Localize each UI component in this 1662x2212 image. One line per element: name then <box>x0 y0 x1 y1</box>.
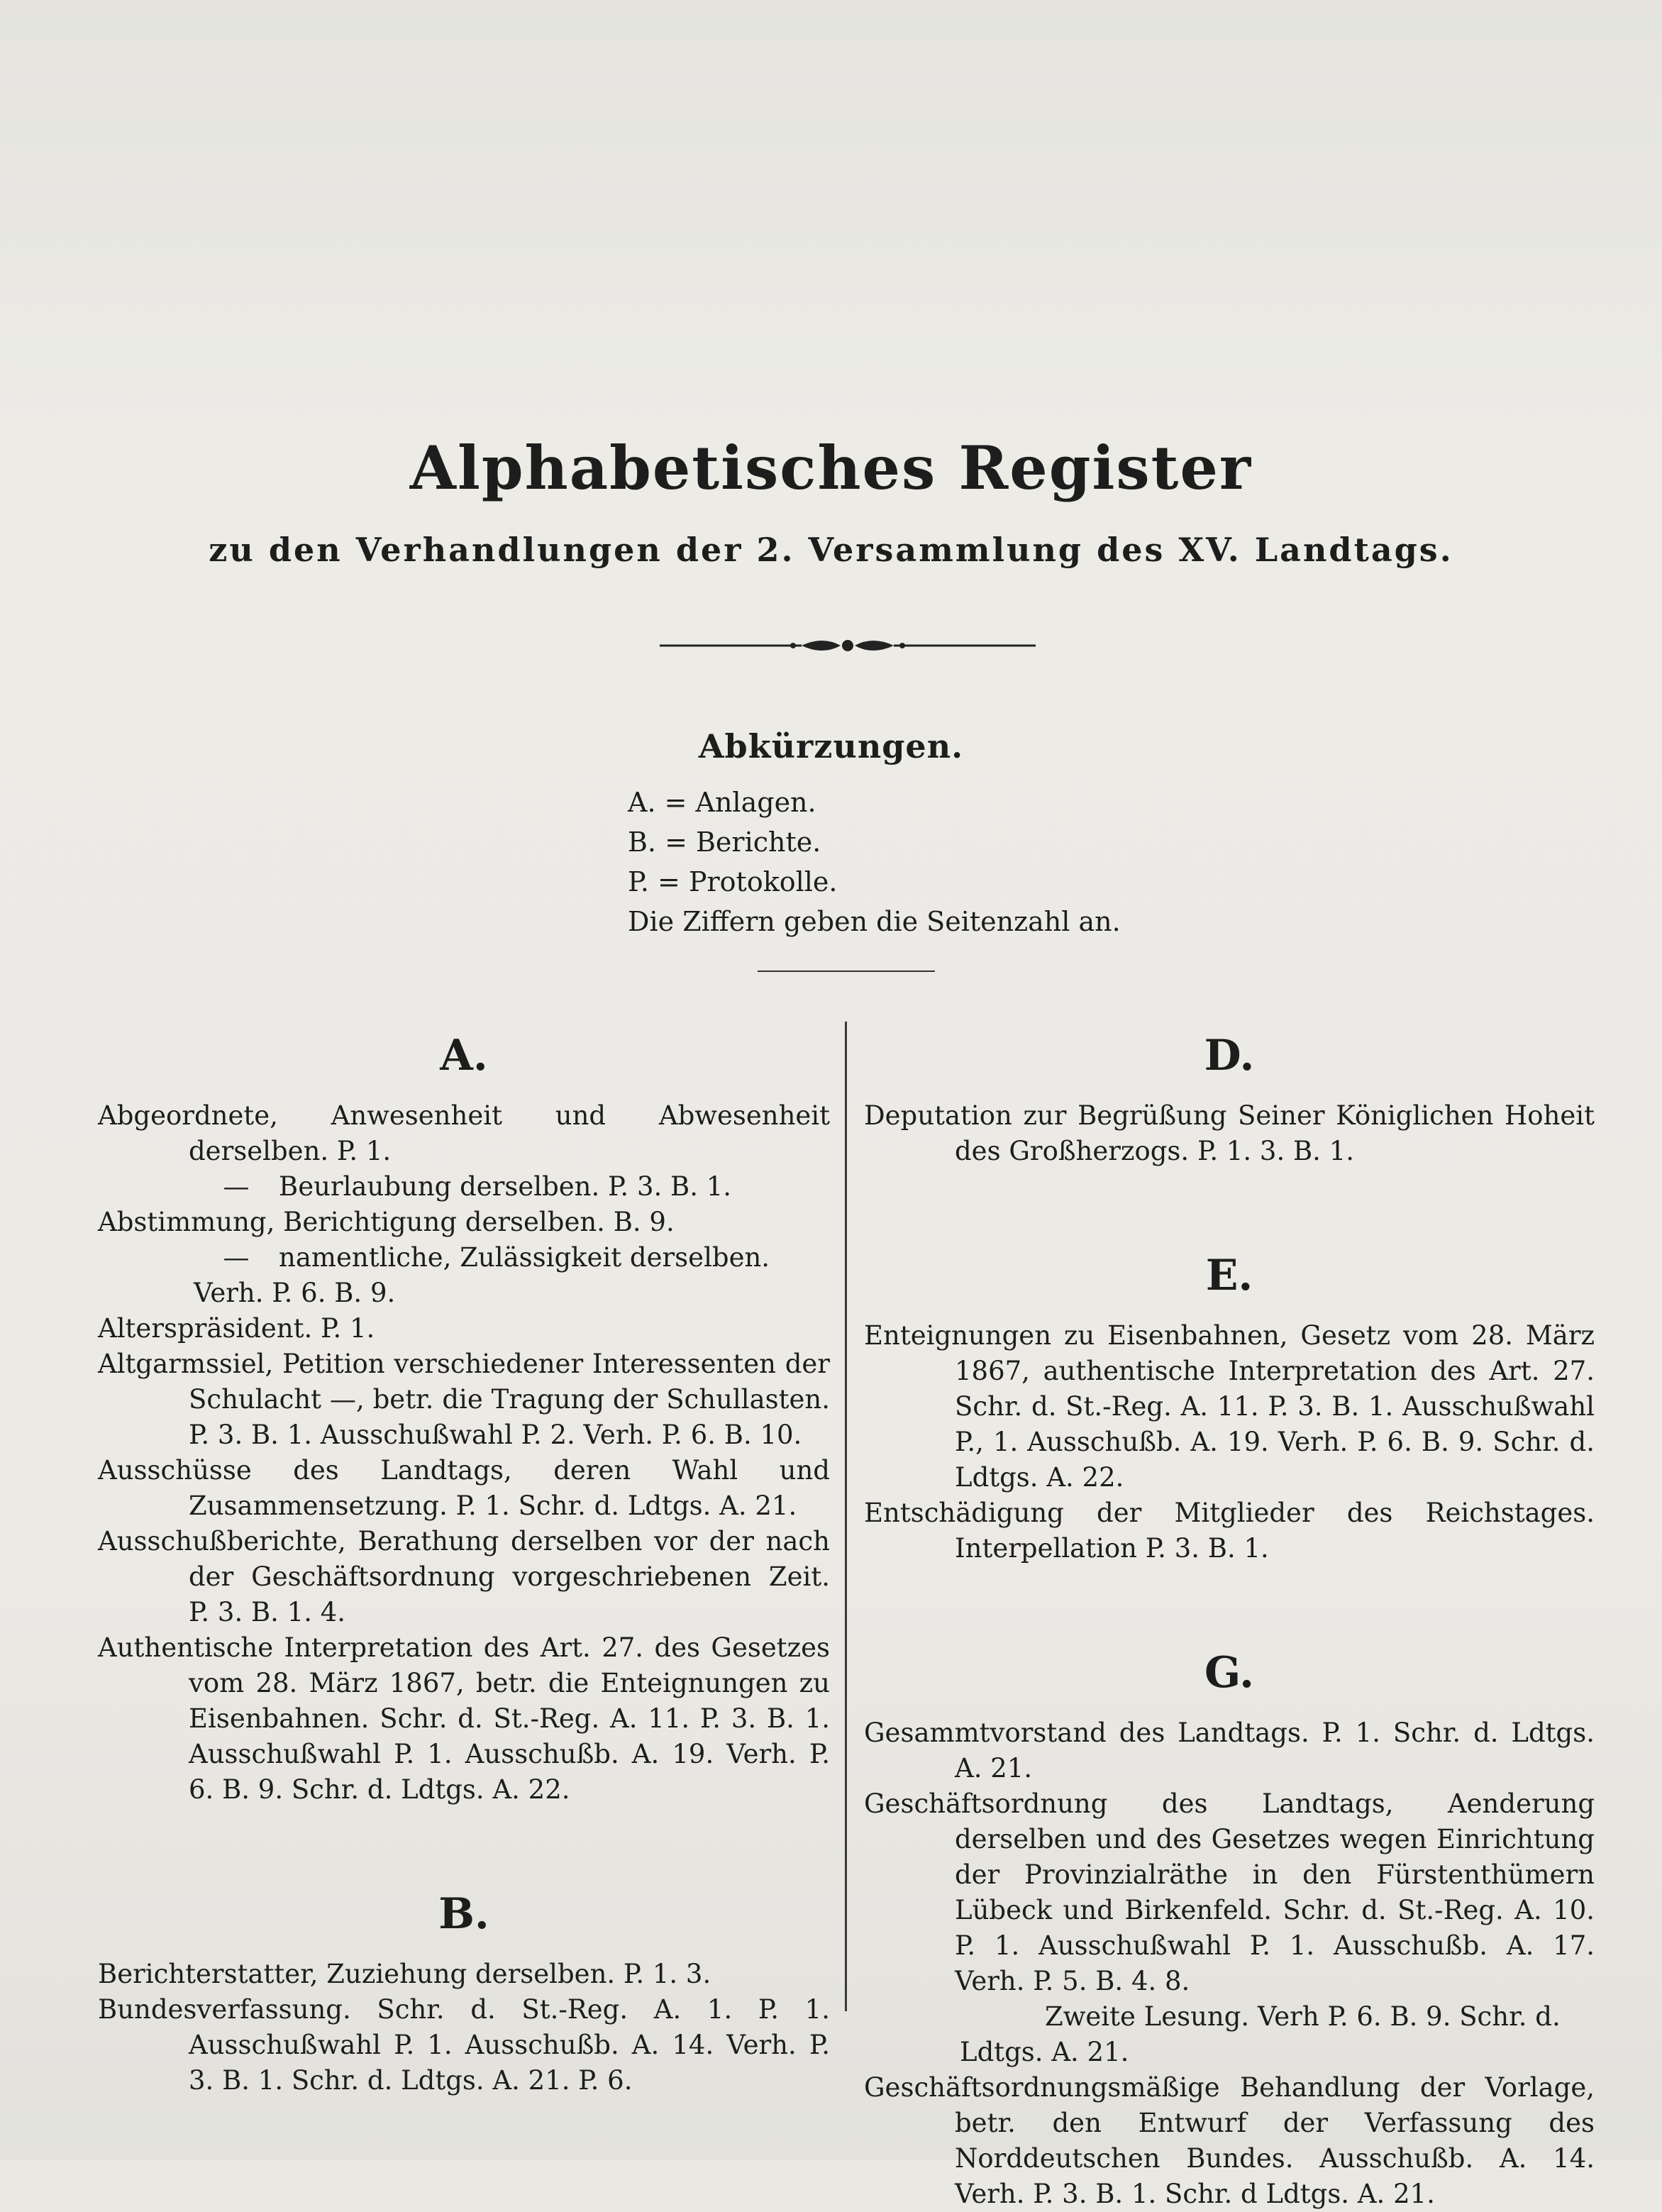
register-entry: Entschädigung der Mitglieder des Reichstages. Interpellation P. 3. B. 1. <box>864 1498 1595 1564</box>
register-entry: Abgeordnete, Anwesenheit und Abwesenheit derselben. P. 1. <box>98 1100 830 1166</box>
bleed-through-left <box>43 213 50 250</box>
register-entry: Ausschüsse des Landtags, deren Wahl und Zusammensetzung. P. 1. Schr. d. Ldtgs. A. 21. <box>98 1455 830 1521</box>
dash-mark: — <box>223 1171 250 1202</box>
register-entry: Alterspräsident. P. 1. <box>98 1313 375 1344</box>
register-entry: Altgarmssiel, Petition verschiedener Interessenten der Schulacht —, betr. die Tragung der Schullasten. P. 3. B. 1. Ausschußwahl P. 2. Verh. P. 6. B. 10. <box>98 1349 830 1450</box>
register-entry: Deputation zur Begrüßung Seiner Königlichen Hoheit des Großherzogs. P. 1. 3. B. 1. <box>864 1100 1595 1166</box>
section-letter-d: D. <box>1204 1031 1255 1080</box>
section-letter-g: G. <box>1204 1648 1254 1698</box>
indent-space <box>960 1999 1045 2035</box>
abbreviations-heading: Abkürzungen. <box>698 727 964 765</box>
abbreviation-item: P. = Protokolle. <box>628 866 838 897</box>
abbreviation-item: B. = Berichte. <box>628 826 821 858</box>
register-subentry <box>864 1999 1595 2070</box>
register-entry: Ausschußberichte, Berathung derselben vor der nach der Geschäftsordnung vorgeschriebenen Zeit. P. 3. B. 1. 4. <box>98 1526 830 1627</box>
subentry-text: Zweite Lesung. Verh P. 6. B. 9. Schr. d. Ldtgs. A. 21. <box>960 2001 1561 2067</box>
section-gap <box>864 1566 1595 1630</box>
section-letter-b: B. <box>438 1889 489 1939</box>
register-entry: Abstimmung, Berichtigung derselben. B. 9. <box>98 1207 675 1237</box>
section-letter-e: E. <box>1205 1251 1253 1300</box>
ornament-divider-icon <box>660 631 1036 660</box>
register-subentry <box>98 1240 830 1311</box>
section-letter-a: A. <box>440 1031 488 1080</box>
section-gap <box>864 1169 1595 1233</box>
register-subentry <box>98 1169 830 1205</box>
dash-mark: — <box>223 1242 250 1273</box>
abbreviations-list <box>628 783 1121 941</box>
abbreviation-item: A. = Anlagen. <box>628 787 816 818</box>
register-entry: Gesammtvorstand des Landtags. P. 1. Schr. d. Ldtgs. A. 21. <box>864 1718 1595 1784</box>
register-entry: Authentische Interpretation des Art. 27. des Gesetzes vom 28. März 1867, betr. die Enteignungen zu Eisenbahnen. Schr. d. St.-Reg. A. 11. P. 3. B. 1. Ausschußwahl P. 1. Ausschußb. A. 19. Verh. P. 6. B. 9. Schr. d. Ldtgs. A. 22. <box>98 1632 830 1805</box>
abbreviation-item: Die Ziffern geben die Seitenzahl an. <box>628 906 1121 937</box>
subentry-text: Beurlaubung derselben. P. 3. B. 1. <box>279 1171 732 1202</box>
subentry-text: namentliche, Zulässigkeit derselben. Verh. P. 6. B. 9. <box>194 1242 770 1308</box>
column-divider <box>845 1022 847 2011</box>
register-entry: Geschäftsordnung des Landtags, Aenderung derselben und des Gesetzes wegen Einrichtung der Provinzialräthe in den Fürstenthümern Lübeck und Birkenfeld. Schr. d. St.-Reg. A. 10. P. 1. Ausschußwahl P. 1. Ausschußb. A. 17. Verh. P. 5. B. 4. 8. <box>864 1788 1595 1996</box>
right-column <box>864 1013 1595 2212</box>
register-entry: Geschäftsordnungsmäßige Behandlung der Vorlage, betr. den Entwurf der Verfassung des Norddeutschen Bundes. Ausschußb. A. 14. Verh. P. 3. B. 1. Schr. d Ldtgs. A. 21. <box>864 2072 1595 2209</box>
page-subtitle: zu den Verhandlungen der 2. Versammlung des XV. Landtags. <box>209 531 1453 569</box>
section-gap <box>98 1808 830 1871</box>
register-entry: Enteignungen zu Eisenbahnen, Gesetz vom 28. März 1867, authentische Interpretation des Art. 27. Schr. d. St.-Reg. A. 11. P. 3. B. 1. Ausschußwahl P., 1. Ausschußb. A. 19. Verh. P. 6. B. 9. Schr. d. Ldtgs. A. 22. <box>864 1320 1595 1493</box>
left-column <box>98 1013 830 2098</box>
page-title: Alphabetisches Register <box>409 433 1253 503</box>
abbreviations-rule <box>758 970 935 972</box>
register-entry: Berichterstatter, Zuziehung derselben. P. 1. 3. <box>98 1959 711 1989</box>
register-entry: Bundesverfassung. Schr. d. St.-Reg. A. 1. P. 1. Ausschußwahl P. 1. Ausschußb. A. 14. Verh. P. 3. B. 1. Schr. d. Ldtgs. A. 21. P. 6. <box>98 1994 830 2096</box>
